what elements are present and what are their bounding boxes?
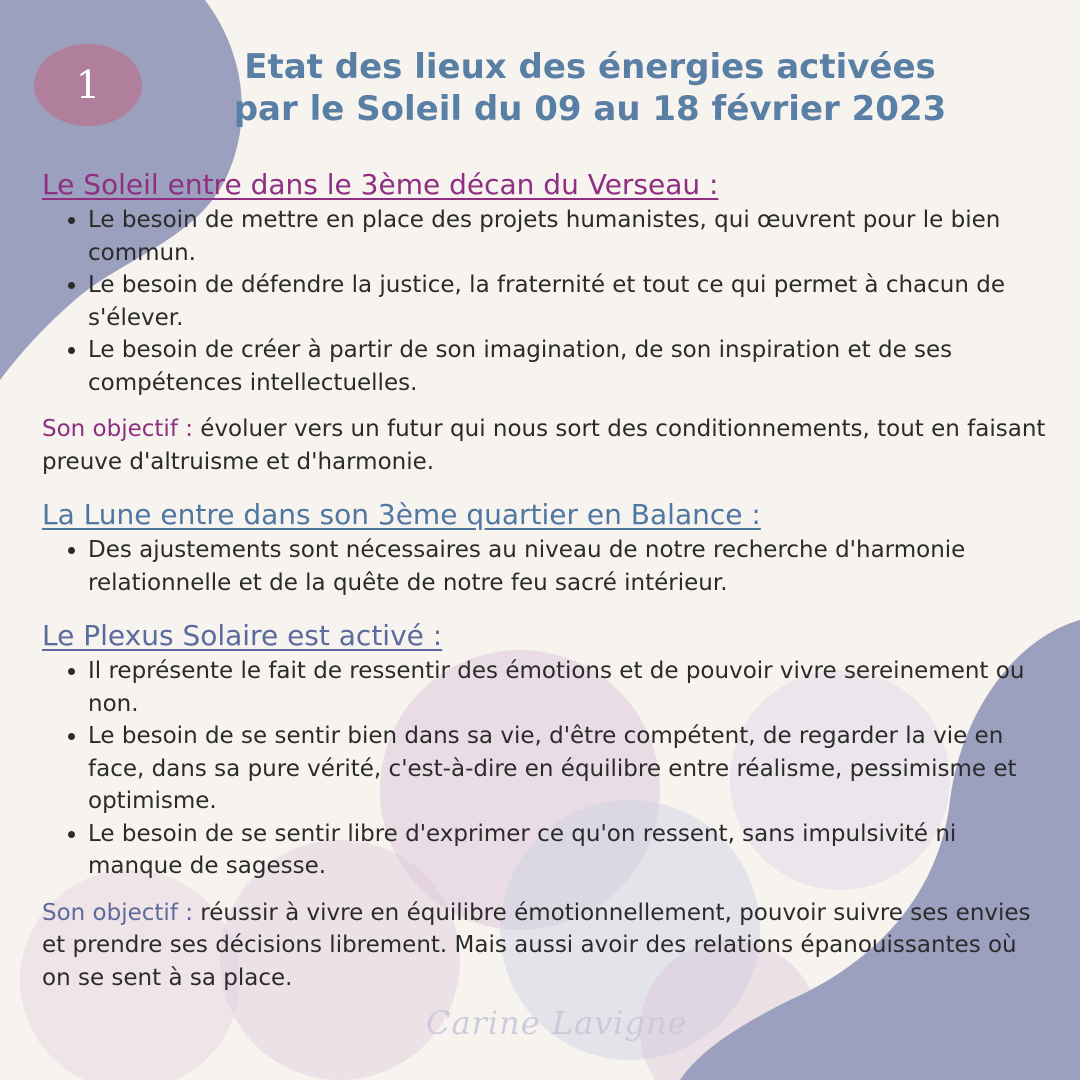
section-list-plexus	[42, 655, 1052, 883]
list-item: • Le besoin de mettre en place des projets humanistes, qui œuvrent pour le bien commun.	[88, 204, 1052, 269]
list-item: • Des ajustements sont nécessaires au niveau de notre recherche d'harmonie relationnelle et de la quête de notre feu sacré intérieur.	[88, 534, 1052, 599]
slide-number-badge	[34, 44, 142, 126]
objective-paragraph-1	[42, 413, 1052, 478]
list-item: • Le besoin de se sentir libre d'exprimer ce qu'on ressent, sans impulsivité ni manque de sagesse.	[88, 818, 1052, 883]
section-list-lune	[42, 534, 1052, 599]
page-title	[230, 46, 950, 130]
objective-text: évoluer vers un futur qui nous sort des conditionnements, tout en faisant preuve d'altruisme et d'harmonie.	[42, 416, 1046, 475]
slide-number: 1	[75, 63, 101, 107]
list-item: • Le besoin de défendre la justice, la fraternité et tout ce qui permet à chacun de s'élever.	[88, 269, 1052, 334]
main-content	[42, 166, 1052, 994]
section-heading-lune: La Lune entre dans son 3ème quartier en Balance :	[42, 498, 761, 531]
list-item: • Le besoin de se sentir bien dans sa vie, d'être compétent, de regarder la vie en face, dans sa pure vérité, c'est-à-dire en équilibre entre réalisme, pessimisme et optimisme.	[88, 720, 1052, 818]
title-line-2: par le Soleil du 09 au 18 février 2023	[233, 89, 947, 129]
section-list-soleil	[42, 204, 1052, 399]
author-signature: Carine Lavigne	[426, 1004, 688, 1042]
objective-label: Son objectif :	[42, 899, 193, 926]
list-item: • Le besoin de créer à partir de son imagination, de son inspiration et de ses compétences intellectuelles.	[88, 334, 1052, 399]
section-heading-soleil: Le Soleil entre dans le 3ème décan du Verseau :	[42, 168, 719, 201]
objective-paragraph-2	[42, 897, 1052, 995]
section-heading-plexus: Le Plexus Solaire est activé :	[42, 619, 443, 652]
list-item: • Il représente le fait de ressentir des émotions et de pouvoir vivre sereinement ou non.	[88, 655, 1052, 720]
title-line-1: Etat des lieux des énergies activées	[244, 47, 936, 87]
objective-text: réussir à vivre en équilibre émotionnellement, pouvoir suivre ses envies et prendre ses décisions librement. Mais aussi avoir des relations épanouissantes où on se sent à sa place.	[42, 899, 1031, 991]
objective-label: Son objectif :	[42, 416, 193, 442]
